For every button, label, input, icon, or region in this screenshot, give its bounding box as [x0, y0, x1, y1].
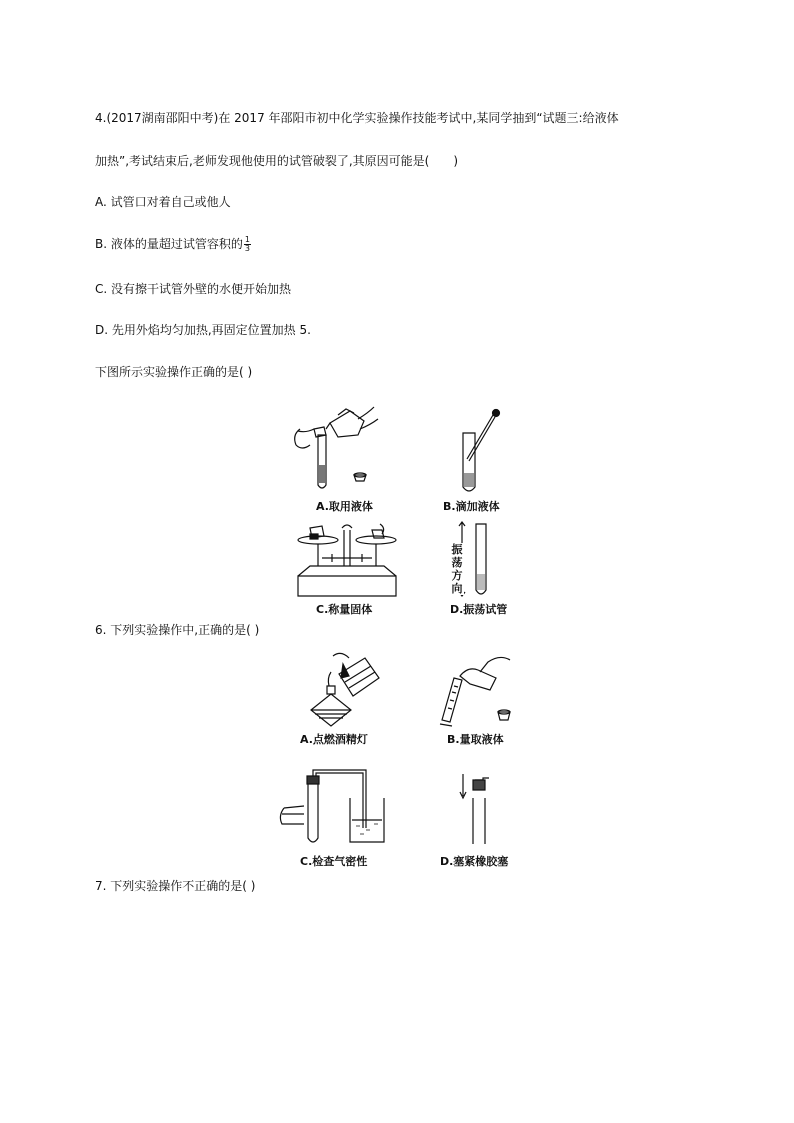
balance-figure	[292, 520, 402, 600]
q6-caption-c: C.检查气密性	[300, 855, 368, 868]
shake-char-1: 振	[451, 543, 463, 556]
q5-caption-a: A.取用液体	[316, 500, 373, 513]
drop-liquid-figure	[455, 405, 505, 497]
q5-caption-d: D.振荡试管	[450, 603, 508, 616]
q4-option-c: C. 没有擦干试管外壁的水便开始加热	[95, 282, 292, 296]
shake-char-2: 荡	[451, 556, 463, 569]
q4-stem-line-2: 加热”,考试结束后,老师发现他使用的试管破裂了,其原因可能是( )	[95, 154, 459, 168]
q4-option-a: A. 试管口对着自己或他人	[95, 195, 231, 209]
q6-caption-a: A.点燃酒精灯	[300, 733, 368, 746]
q4-stem-line-1: 4.(2017湖南邵阳中考)在 2017 年邵阳市初中化学实验操作技能考试中,某同学抽到“试题三:给液体	[95, 111, 619, 125]
rubber-stopper-figure	[455, 770, 505, 846]
q5-caption-b: B.滴加液体	[443, 500, 500, 513]
q5-stem: 下图所示实验操作正确的是( )	[95, 365, 253, 379]
q4-option-d: D. 先用外焰均匀加热,再固定位置加热 5.	[95, 323, 311, 337]
pour-liquid-figure	[288, 405, 378, 495]
q7-stem: 7. 下列实验操作不正确的是( )	[95, 879, 256, 893]
q4-option-b-text: B. 液体的量超过试管容积的	[95, 237, 243, 251]
fraction-numerator: 1	[244, 235, 250, 244]
shake-char-3: 方	[451, 569, 463, 582]
q4-option-b	[95, 236, 251, 253]
shake-char-4: 向	[451, 582, 463, 595]
measuring-cylinder-figure	[440, 648, 520, 728]
one-third-fraction	[244, 236, 251, 253]
q6-stem: 6. 下列实验操作中,正确的是( )	[95, 623, 260, 637]
shake-direction-label	[450, 543, 464, 595]
q6-caption-d: D.塞紧橡胶塞	[440, 855, 509, 868]
q5-caption-c: C.称量固体	[316, 603, 373, 616]
q6-caption-b: B.量取液体	[447, 733, 504, 746]
airtightness-figure	[274, 768, 394, 848]
fraction-denominator: 3	[244, 244, 250, 253]
alcohol-lamp-figure	[305, 648, 385, 732]
